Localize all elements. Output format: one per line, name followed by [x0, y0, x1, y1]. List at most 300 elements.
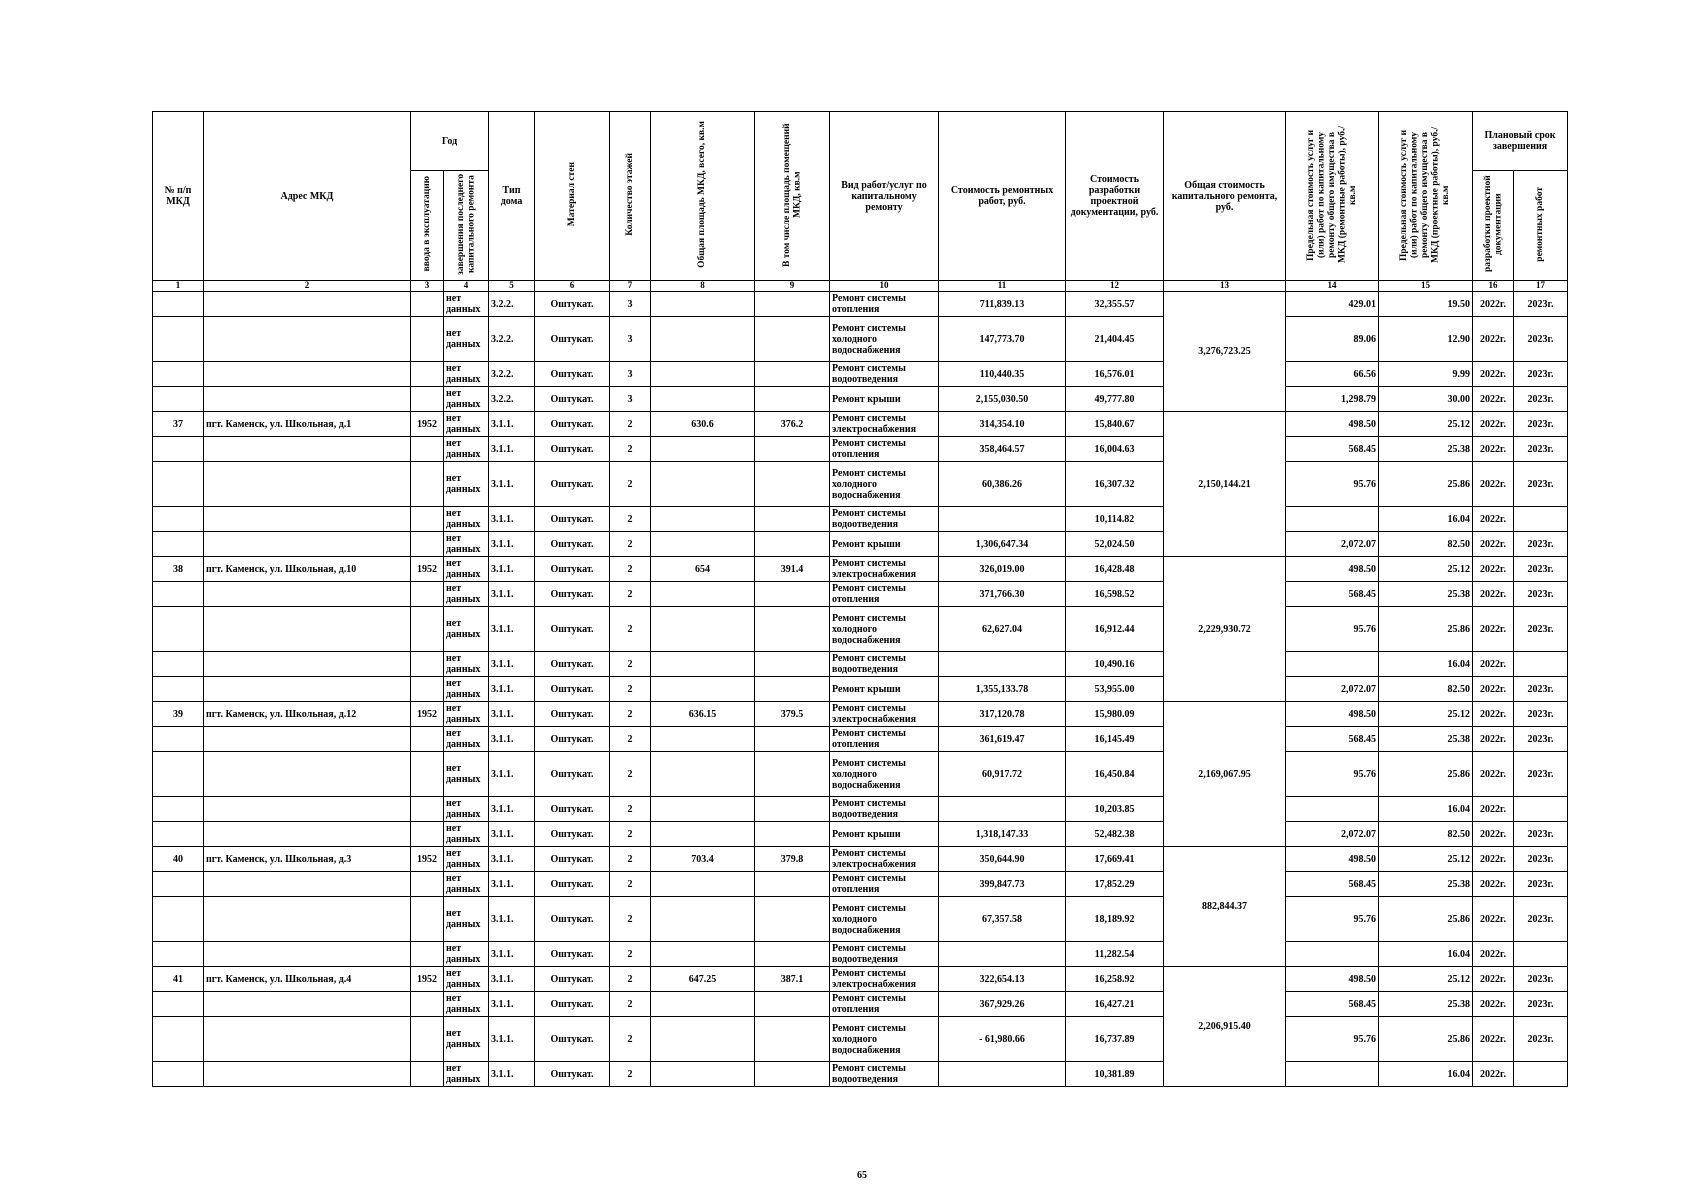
year-commission-cell: 1952 — [411, 847, 444, 872]
deadline-repair-cell: 2023г. — [1514, 1017, 1568, 1062]
design-cost-cell: 21,404.45 — [1066, 317, 1164, 362]
repair-cost-cell: 711,839.13 — [939, 292, 1066, 317]
work-type-cell: Ремонт системы водоотведения — [830, 507, 939, 532]
limit-design-cell: 12.90 — [1379, 317, 1473, 362]
year-commission-cell — [411, 652, 444, 677]
work-type-cell: Ремонт системы электроснабжения — [830, 557, 939, 582]
column-number: 14 — [1286, 281, 1379, 292]
design-cost-cell: 16,307.32 — [1066, 462, 1164, 507]
area-total-cell — [651, 292, 755, 317]
house-type-cell: 3.1.1. — [489, 727, 535, 752]
design-cost-cell: 18,189.92 — [1066, 897, 1164, 942]
house-type-cell: 3.1.1. — [489, 942, 535, 967]
area-total-cell — [651, 507, 755, 532]
area-total-cell: 703.4 — [651, 847, 755, 872]
column-number: 1 — [153, 281, 204, 292]
address-cell — [204, 822, 411, 847]
area-premises-cell — [755, 462, 830, 507]
floors-cell: 3 — [610, 292, 651, 317]
work-type-cell: Ремонт крыши — [830, 532, 939, 557]
year-last-repair-cell: нет данных — [444, 727, 489, 752]
design-cost-cell: 15,840.67 — [1066, 412, 1164, 437]
repair-cost-cell: 322,654.13 — [939, 967, 1066, 992]
house-number-cell — [153, 607, 204, 652]
table-row — [153, 727, 1568, 752]
limit-design-cell: 25.38 — [1379, 582, 1473, 607]
year-last-repair-cell: нет данных — [444, 507, 489, 532]
address-cell — [204, 652, 411, 677]
repair-cost-cell: 67,357.58 — [939, 897, 1066, 942]
total-cost-cell: 3,276,723.25 — [1164, 292, 1286, 412]
header-wall-material: Материал стен — [535, 112, 610, 281]
deadline-design-cell: 2022г. — [1473, 317, 1514, 362]
limit-repair-cell — [1286, 942, 1379, 967]
house-type-cell: 3.1.1. — [489, 462, 535, 507]
house-number-cell: 38 — [153, 557, 204, 582]
house-number-cell — [153, 677, 204, 702]
header-work-type: Вид работ/услуг по капитальному ремонту — [830, 112, 939, 281]
house-number-cell — [153, 437, 204, 462]
year-commission-cell — [411, 797, 444, 822]
design-cost-cell: 10,490.16 — [1066, 652, 1164, 677]
design-cost-cell: 16,598.52 — [1066, 582, 1164, 607]
floors-cell: 2 — [610, 607, 651, 652]
header-total-cost: Общая стоимость капитального ремонта, руб. — [1164, 112, 1286, 281]
area-total-cell — [651, 822, 755, 847]
deadline-design-cell: 2022г. — [1473, 872, 1514, 897]
table-row — [153, 897, 1568, 942]
header-house-type: Тип дома — [489, 112, 535, 281]
area-total-cell — [651, 607, 755, 652]
year-last-repair-cell: нет данных — [444, 992, 489, 1017]
work-type-cell: Ремонт системы холодного водоснабжения — [830, 607, 939, 652]
header-year-last-repair: завершения последнего капитального ремонта — [444, 171, 489, 281]
house-number-cell: 39 — [153, 702, 204, 727]
table-row — [153, 607, 1568, 652]
area-premises-cell — [755, 797, 830, 822]
deadline-design-cell: 2022г. — [1473, 1017, 1514, 1062]
deadline-design-cell: 2022г. — [1473, 412, 1514, 437]
deadline-repair-cell: 2023г. — [1514, 292, 1568, 317]
table-row — [153, 412, 1568, 437]
column-number: 17 — [1514, 281, 1568, 292]
house-type-cell: 3.1.1. — [489, 1017, 535, 1062]
address-cell — [204, 942, 411, 967]
design-cost-cell: 10,114.82 — [1066, 507, 1164, 532]
year-last-repair-cell: нет данных — [444, 847, 489, 872]
repair-cost-cell — [939, 1062, 1066, 1087]
area-premises-cell — [755, 292, 830, 317]
house-type-cell: 3.2.2. — [489, 317, 535, 362]
deadline-design-cell: 2022г. — [1473, 362, 1514, 387]
design-cost-cell: 49,777.80 — [1066, 387, 1164, 412]
table-row — [153, 292, 1568, 317]
area-premises-cell — [755, 942, 830, 967]
repair-cost-cell: 350,644.90 — [939, 847, 1066, 872]
deadline-repair-cell: 2023г. — [1514, 727, 1568, 752]
area-premises-cell — [755, 822, 830, 847]
area-premises-cell — [755, 897, 830, 942]
limit-design-cell: 16.04 — [1379, 797, 1473, 822]
header-repair-cost: Стоимость ремонтных работ, руб. — [939, 112, 1066, 281]
limit-repair-cell: 568.45 — [1286, 582, 1379, 607]
year-commission-cell — [411, 292, 444, 317]
deadline-design-cell: 2022г. — [1473, 557, 1514, 582]
limit-design-cell: 25.12 — [1379, 702, 1473, 727]
table-row — [153, 677, 1568, 702]
house-number-cell — [153, 797, 204, 822]
year-commission-cell — [411, 532, 444, 557]
table-row — [153, 582, 1568, 607]
work-type-cell: Ремонт системы холодного водоснабжения — [830, 1017, 939, 1062]
area-total-cell — [651, 387, 755, 412]
limit-design-cell: 25.86 — [1379, 462, 1473, 507]
house-number-cell — [153, 462, 204, 507]
year-commission-cell: 1952 — [411, 702, 444, 727]
header-address: Адрес МКД — [204, 112, 411, 281]
year-commission-cell: 1952 — [411, 557, 444, 582]
design-cost-cell: 16,737.89 — [1066, 1017, 1164, 1062]
year-last-repair-cell: нет данных — [444, 607, 489, 652]
deadline-repair-cell: 2023г. — [1514, 967, 1568, 992]
wall-material-cell: Оштукат. — [535, 652, 610, 677]
deadline-design-cell: 2022г. — [1473, 1062, 1514, 1087]
house-type-cell: 3.1.1. — [489, 1062, 535, 1087]
area-total-cell: 636.15 — [651, 702, 755, 727]
repair-cost-cell: 314,354.10 — [939, 412, 1066, 437]
year-last-repair-cell: нет данных — [444, 822, 489, 847]
area-premises-cell — [755, 652, 830, 677]
area-total-cell — [651, 797, 755, 822]
house-type-cell: 3.1.1. — [489, 652, 535, 677]
table-row — [153, 387, 1568, 412]
limit-repair-cell: 2,072.07 — [1286, 822, 1379, 847]
year-commission-cell — [411, 362, 444, 387]
limit-design-cell: 9.99 — [1379, 362, 1473, 387]
house-number-cell — [153, 582, 204, 607]
area-premises-cell — [755, 1017, 830, 1062]
house-type-cell: 3.1.1. — [489, 822, 535, 847]
repair-cost-cell: 358,464.57 — [939, 437, 1066, 462]
wall-material-cell: Оштукат. — [535, 557, 610, 582]
year-last-repair-cell: нет данных — [444, 557, 489, 582]
year-commission-cell — [411, 607, 444, 652]
wall-material-cell: Оштукат. — [535, 967, 610, 992]
table-row — [153, 752, 1568, 797]
year-commission-cell — [411, 727, 444, 752]
limit-repair-cell: 568.45 — [1286, 437, 1379, 462]
header-year-group: Год — [411, 112, 489, 171]
year-last-repair-cell: нет данных — [444, 387, 489, 412]
house-number-cell: 40 — [153, 847, 204, 872]
limit-design-cell: 25.86 — [1379, 1017, 1473, 1062]
deadline-design-cell: 2022г. — [1473, 847, 1514, 872]
table-row — [153, 872, 1568, 897]
floors-cell: 2 — [610, 847, 651, 872]
address-cell — [204, 507, 411, 532]
header-floors: Количество этажей — [610, 112, 651, 281]
column-number: 11 — [939, 281, 1066, 292]
house-number-cell — [153, 652, 204, 677]
floors-cell: 2 — [610, 872, 651, 897]
design-cost-cell: 17,669.41 — [1066, 847, 1164, 872]
repair-cost-cell: 361,619.47 — [939, 727, 1066, 752]
table-row — [153, 437, 1568, 462]
limit-repair-cell: 66.56 — [1286, 362, 1379, 387]
deadline-design-cell: 2022г. — [1473, 752, 1514, 797]
year-commission-cell — [411, 507, 444, 532]
house-number-cell — [153, 317, 204, 362]
area-premises-cell: 379.5 — [755, 702, 830, 727]
year-last-repair-cell: нет данных — [444, 942, 489, 967]
address-cell: пгт. Каменск, ул. Школьная, д.4 — [204, 967, 411, 992]
repair-register-table — [152, 111, 1568, 1087]
year-last-repair-cell: нет данных — [444, 967, 489, 992]
deadline-repair-cell — [1514, 942, 1568, 967]
work-type-cell: Ремонт системы холодного водоснабжения — [830, 462, 939, 507]
floors-cell: 2 — [610, 557, 651, 582]
limit-design-cell: 19.50 — [1379, 292, 1473, 317]
header-deadline-design: разработки проектной документации — [1473, 171, 1514, 281]
wall-material-cell: Оштукат. — [535, 292, 610, 317]
year-last-repair-cell: нет данных — [444, 412, 489, 437]
deadline-repair-cell: 2023г. — [1514, 317, 1568, 362]
area-premises-cell — [755, 582, 830, 607]
house-number-cell: 41 — [153, 967, 204, 992]
deadline-repair-cell — [1514, 652, 1568, 677]
deadline-repair-cell: 2023г. — [1514, 437, 1568, 462]
deadline-repair-cell: 2023г. — [1514, 462, 1568, 507]
house-type-cell: 3.1.1. — [489, 532, 535, 557]
wall-material-cell: Оштукат. — [535, 462, 610, 507]
table-row — [153, 942, 1568, 967]
wall-material-cell: Оштукат. — [535, 822, 610, 847]
house-type-cell: 3.1.1. — [489, 412, 535, 437]
year-last-repair-cell: нет данных — [444, 317, 489, 362]
repair-cost-cell: 317,120.78 — [939, 702, 1066, 727]
wall-material-cell: Оштукат. — [535, 532, 610, 557]
limit-design-cell: 25.86 — [1379, 607, 1473, 652]
repair-cost-cell: 60,917.72 — [939, 752, 1066, 797]
floors-cell: 2 — [610, 437, 651, 462]
column-number: 12 — [1066, 281, 1164, 292]
deadline-design-cell: 2022г. — [1473, 582, 1514, 607]
area-premises-cell — [755, 362, 830, 387]
house-number-cell — [153, 1062, 204, 1087]
deadline-repair-cell: 2023г. — [1514, 362, 1568, 387]
table-row — [153, 317, 1568, 362]
house-type-cell: 3.1.1. — [489, 607, 535, 652]
deadline-design-cell: 2022г. — [1473, 387, 1514, 412]
work-type-cell: Ремонт системы водоотведения — [830, 362, 939, 387]
address-cell — [204, 387, 411, 412]
year-commission-cell: 1952 — [411, 967, 444, 992]
address-cell — [204, 607, 411, 652]
header-deadline-repair: ремонтных работ — [1514, 171, 1568, 281]
address-cell — [204, 872, 411, 897]
year-last-repair-cell: нет данных — [444, 872, 489, 897]
work-type-cell: Ремонт системы холодного водоснабжения — [830, 752, 939, 797]
deadline-design-cell: 2022г. — [1473, 532, 1514, 557]
table-row — [153, 532, 1568, 557]
limit-repair-cell: 498.50 — [1286, 557, 1379, 582]
table-row — [153, 462, 1568, 507]
year-commission-cell — [411, 752, 444, 797]
work-type-cell: Ремонт системы отопления — [830, 872, 939, 897]
deadline-repair-cell — [1514, 1062, 1568, 1087]
house-number-cell — [153, 532, 204, 557]
repair-cost-cell — [939, 507, 1066, 532]
area-total-cell — [651, 362, 755, 387]
table-row — [153, 1017, 1568, 1062]
year-last-repair-cell: нет данных — [444, 362, 489, 387]
floors-cell: 2 — [610, 652, 651, 677]
wall-material-cell: Оштукат. — [535, 992, 610, 1017]
limit-design-cell: 82.50 — [1379, 677, 1473, 702]
year-last-repair-cell: нет данных — [444, 437, 489, 462]
year-last-repair-cell: нет данных — [444, 797, 489, 822]
limit-repair-cell: 498.50 — [1286, 702, 1379, 727]
floors-cell: 2 — [610, 412, 651, 437]
work-type-cell: Ремонт системы электроснабжения — [830, 967, 939, 992]
house-type-cell: 3.2.2. — [489, 292, 535, 317]
work-type-cell: Ремонт системы отопления — [830, 992, 939, 1017]
limit-design-cell: 16.04 — [1379, 507, 1473, 532]
year-last-repair-cell: нет данных — [444, 292, 489, 317]
year-commission-cell — [411, 462, 444, 507]
address-cell: пгт. Каменск, ул. Школьная, д.12 — [204, 702, 411, 727]
area-total-cell — [651, 1062, 755, 1087]
column-number: 15 — [1379, 281, 1473, 292]
limit-design-cell: 25.86 — [1379, 752, 1473, 797]
year-commission-cell — [411, 872, 444, 897]
year-last-repair-cell: нет данных — [444, 1062, 489, 1087]
total-cost-cell: 882,844.37 — [1164, 847, 1286, 967]
address-cell — [204, 532, 411, 557]
house-type-cell: 3.1.1. — [489, 847, 535, 872]
deadline-repair-cell — [1514, 507, 1568, 532]
header-area-total: Общая площадь МКД, всего, кв.м — [651, 112, 755, 281]
repair-cost-cell: 2,155,030.50 — [939, 387, 1066, 412]
repair-cost-cell: 1,355,133.78 — [939, 677, 1066, 702]
house-number-cell — [153, 872, 204, 897]
wall-material-cell: Оштукат. — [535, 582, 610, 607]
deadline-design-cell: 2022г. — [1473, 822, 1514, 847]
area-total-cell — [651, 942, 755, 967]
deadline-repair-cell: 2023г. — [1514, 897, 1568, 942]
house-type-cell: 3.1.1. — [489, 437, 535, 462]
page-number: 65 — [857, 1170, 867, 1181]
floors-cell: 2 — [610, 942, 651, 967]
work-type-cell: Ремонт системы отопления — [830, 727, 939, 752]
deadline-design-cell: 2022г. — [1473, 797, 1514, 822]
deadline-repair-cell: 2023г. — [1514, 872, 1568, 897]
area-premises-cell — [755, 387, 830, 412]
area-premises-cell — [755, 992, 830, 1017]
area-total-cell — [651, 462, 755, 507]
table-row — [153, 362, 1568, 387]
table-row — [153, 822, 1568, 847]
design-cost-cell: 16,450.84 — [1066, 752, 1164, 797]
wall-material-cell: Оштукат. — [535, 727, 610, 752]
house-type-cell: 3.1.1. — [489, 992, 535, 1017]
design-cost-cell: 10,381.89 — [1066, 1062, 1164, 1087]
address-cell — [204, 362, 411, 387]
wall-material-cell: Оштукат. — [535, 752, 610, 797]
house-number-cell — [153, 362, 204, 387]
repair-cost-cell: 1,306,647.34 — [939, 532, 1066, 557]
house-type-cell: 3.1.1. — [489, 797, 535, 822]
limit-repair-cell: 568.45 — [1286, 727, 1379, 752]
wall-material-cell: Оштукат. — [535, 317, 610, 362]
year-last-repair-cell: нет данных — [444, 897, 489, 942]
design-cost-cell: 16,004.63 — [1066, 437, 1164, 462]
limit-design-cell: 16.04 — [1379, 942, 1473, 967]
header-year-commission: ввода в эксплуатацию — [411, 171, 444, 281]
repair-cost-cell: 399,847.73 — [939, 872, 1066, 897]
house-type-cell: 3.1.1. — [489, 702, 535, 727]
wall-material-cell: Оштукат. — [535, 897, 610, 942]
limit-repair-cell: 95.76 — [1286, 897, 1379, 942]
column-number: 16 — [1473, 281, 1514, 292]
repair-cost-cell — [939, 652, 1066, 677]
limit-repair-cell — [1286, 652, 1379, 677]
limit-repair-cell: 95.76 — [1286, 462, 1379, 507]
wall-material-cell: Оштукат. — [535, 797, 610, 822]
deadline-design-cell: 2022г. — [1473, 677, 1514, 702]
wall-material-cell: Оштукат. — [535, 942, 610, 967]
floors-cell: 2 — [610, 727, 651, 752]
house-number-cell — [153, 727, 204, 752]
area-total-cell: 630.6 — [651, 412, 755, 437]
area-premises-cell — [755, 727, 830, 752]
address-cell — [204, 1017, 411, 1062]
column-number: 3 — [411, 281, 444, 292]
year-commission-cell — [411, 582, 444, 607]
area-total-cell — [651, 677, 755, 702]
area-total-cell — [651, 752, 755, 797]
column-number: 4 — [444, 281, 489, 292]
year-commission-cell — [411, 677, 444, 702]
limit-repair-cell: 568.45 — [1286, 872, 1379, 897]
table-row — [153, 507, 1568, 532]
floors-cell: 2 — [610, 1062, 651, 1087]
floors-cell: 3 — [610, 387, 651, 412]
repair-cost-cell: 367,929.26 — [939, 992, 1066, 1017]
floors-cell: 2 — [610, 897, 651, 942]
column-number: 5 — [489, 281, 535, 292]
year-last-repair-cell: нет данных — [444, 582, 489, 607]
deadline-design-cell: 2022г. — [1473, 652, 1514, 677]
column-number: 6 — [535, 281, 610, 292]
area-premises-cell: 376.2 — [755, 412, 830, 437]
floors-cell: 3 — [610, 362, 651, 387]
house-type-cell: 3.1.1. — [489, 507, 535, 532]
repair-cost-cell: 1,318,147.33 — [939, 822, 1066, 847]
limit-repair-cell: 95.76 — [1286, 607, 1379, 652]
area-premises-cell — [755, 1062, 830, 1087]
design-cost-cell: 16,145.49 — [1066, 727, 1164, 752]
deadline-design-cell: 2022г. — [1473, 942, 1514, 967]
floors-cell: 2 — [610, 677, 651, 702]
wall-material-cell: Оштукат. — [535, 872, 610, 897]
wall-material-cell: Оштукат. — [535, 702, 610, 727]
deadline-design-cell: 2022г. — [1473, 992, 1514, 1017]
limit-repair-cell: 498.50 — [1286, 847, 1379, 872]
address-cell — [204, 752, 411, 797]
design-cost-cell: 16,427.21 — [1066, 992, 1164, 1017]
work-type-cell: Ремонт системы водоотведения — [830, 652, 939, 677]
